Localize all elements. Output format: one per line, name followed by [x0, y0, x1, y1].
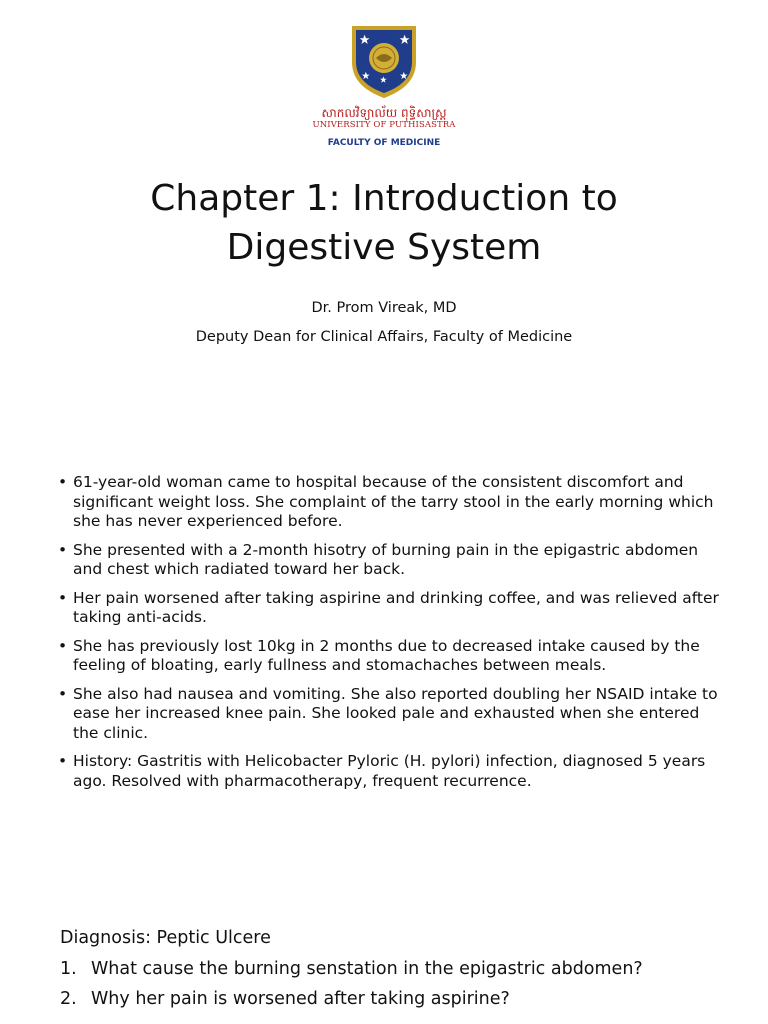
chapter-title: [60, 174, 708, 272]
question-text: Why her pain is worsened after taking aspirine?: [91, 989, 510, 1009]
case-bullet-text: She also had nausea and vomiting. She also reported doubling her NSAID intake to ease her increased knee pain. She looked pale and exhausted when she entered the clinic.: [73, 684, 718, 742]
case-description-list: [58, 473, 722, 800]
case-bullet-item: [58, 541, 722, 580]
case-bullet-text: She presented with a 2-month hisotry of burning pain in the epigastric abdomen and chest which radiated toward her back.: [73, 540, 699, 578]
bullet-point: •: [58, 752, 68, 770]
bullet-point: •: [58, 473, 68, 491]
faculty-name: FACULTY OF MEDICINE: [327, 138, 441, 148]
diagnosis-label: Diagnosis: Peptic Ulcere: [60, 928, 271, 948]
author-role: Deputy Dean for Clinical Affairs, Faculty of Medicine: [195, 329, 573, 345]
case-bullet-item: [58, 685, 722, 744]
case-bullet-item: [58, 589, 722, 628]
chapter-title-line-2: Digestive System: [226, 227, 542, 268]
question-number: 1.: [60, 959, 77, 979]
question-item: [60, 957, 740, 981]
university-logo: [284, 22, 484, 149]
case-bullet-item: [58, 637, 722, 676]
case-bullet-text: History: Gastritis with Helicobacter Pyloric (H. pylori) infection, diagnosed 5 years ago. Resolved with pharmacotherapy, frequent recurrence.: [73, 752, 706, 790]
case-bullet-item: [58, 752, 722, 791]
author-name: Dr. Prom Vireak, MD: [311, 300, 457, 316]
bullet-point: •: [58, 636, 68, 655]
university-name: UNIVERSITY OF PUTHISASTRA: [312, 120, 456, 130]
bullet-point: •: [58, 684, 68, 703]
case-bullet-text: 61-year-old woman came to hospital because of the consistent discomfort and significant weight loss. She complaint of the tarry stool in the early morning which she has never experienced before.: [73, 473, 714, 530]
university-khmer-name: សាកលវិទ្យាល័យ ពុទ្ធិសាស្ត្រ: [321, 106, 447, 120]
university-shield-icon: [348, 22, 420, 100]
bullet-point: •: [58, 540, 68, 559]
chapter-title-line-1: Chapter 1: Introduction to: [150, 178, 618, 219]
case-bullet-text: Her pain worsened after taking aspirine and drinking coffee, and was relieved after taking anti-acids.: [73, 588, 719, 626]
question-text: What cause the burning senstation in the epigastric abdomen?: [91, 959, 643, 979]
question-number: 2.: [60, 989, 77, 1009]
case-bullet-text: She has previously lost 10kg in 2 months due to decreased intake caused by the feeling of bloating, early fullness and stomachaches between meals.: [73, 636, 700, 674]
question-item: [60, 987, 740, 1011]
question-list: [60, 957, 740, 1017]
bullet-point: •: [58, 588, 68, 607]
case-bullet-item: [58, 473, 722, 532]
